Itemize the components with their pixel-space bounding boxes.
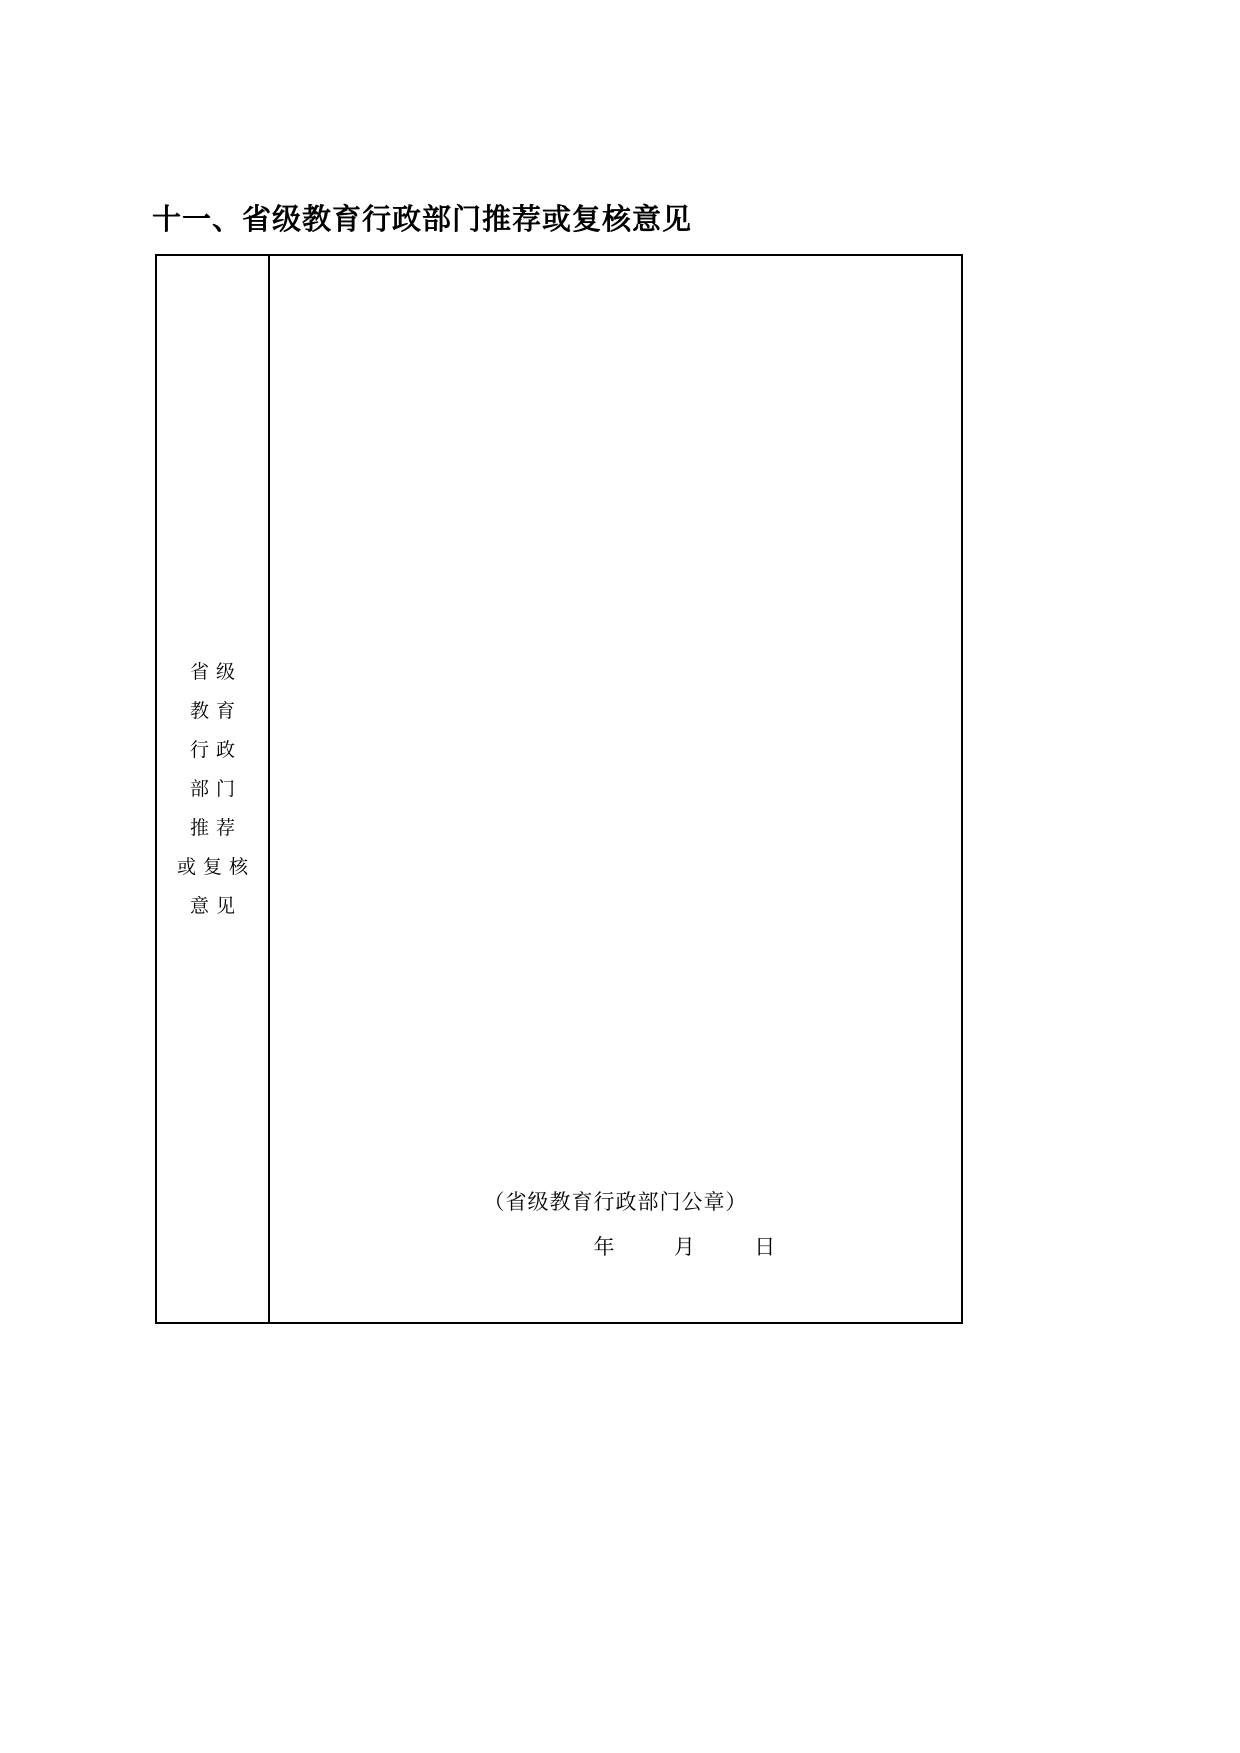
vertical-label-line: 意见 bbox=[189, 894, 242, 917]
date-year-label: 年 bbox=[593, 1235, 615, 1259]
date-day-label: 日 bbox=[754, 1235, 776, 1259]
vertical-label-line: 教育 bbox=[189, 699, 242, 722]
table-row-label-cell bbox=[157, 256, 270, 1322]
date-month-label: 月 bbox=[673, 1235, 695, 1259]
vertical-label bbox=[170, 653, 255, 926]
vertical-label-line: 行政 bbox=[189, 738, 242, 761]
date-line bbox=[594, 1231, 776, 1261]
vertical-label-line: 部门 bbox=[189, 777, 242, 800]
page-title: 十一、省级教育行政部门推荐或复核意见 bbox=[152, 202, 693, 236]
vertical-label-line: 省级 bbox=[189, 660, 242, 683]
opinion-content-cell[interactable] bbox=[270, 256, 961, 1322]
vertical-label-line: 或复核 bbox=[176, 855, 255, 878]
opinion-table bbox=[155, 254, 963, 1324]
official-seal-note: （省级教育行政部门公章） bbox=[483, 1190, 748, 1214]
opinion-text-area[interactable] bbox=[270, 256, 961, 1176]
vertical-label-line: 推荐 bbox=[189, 816, 242, 839]
